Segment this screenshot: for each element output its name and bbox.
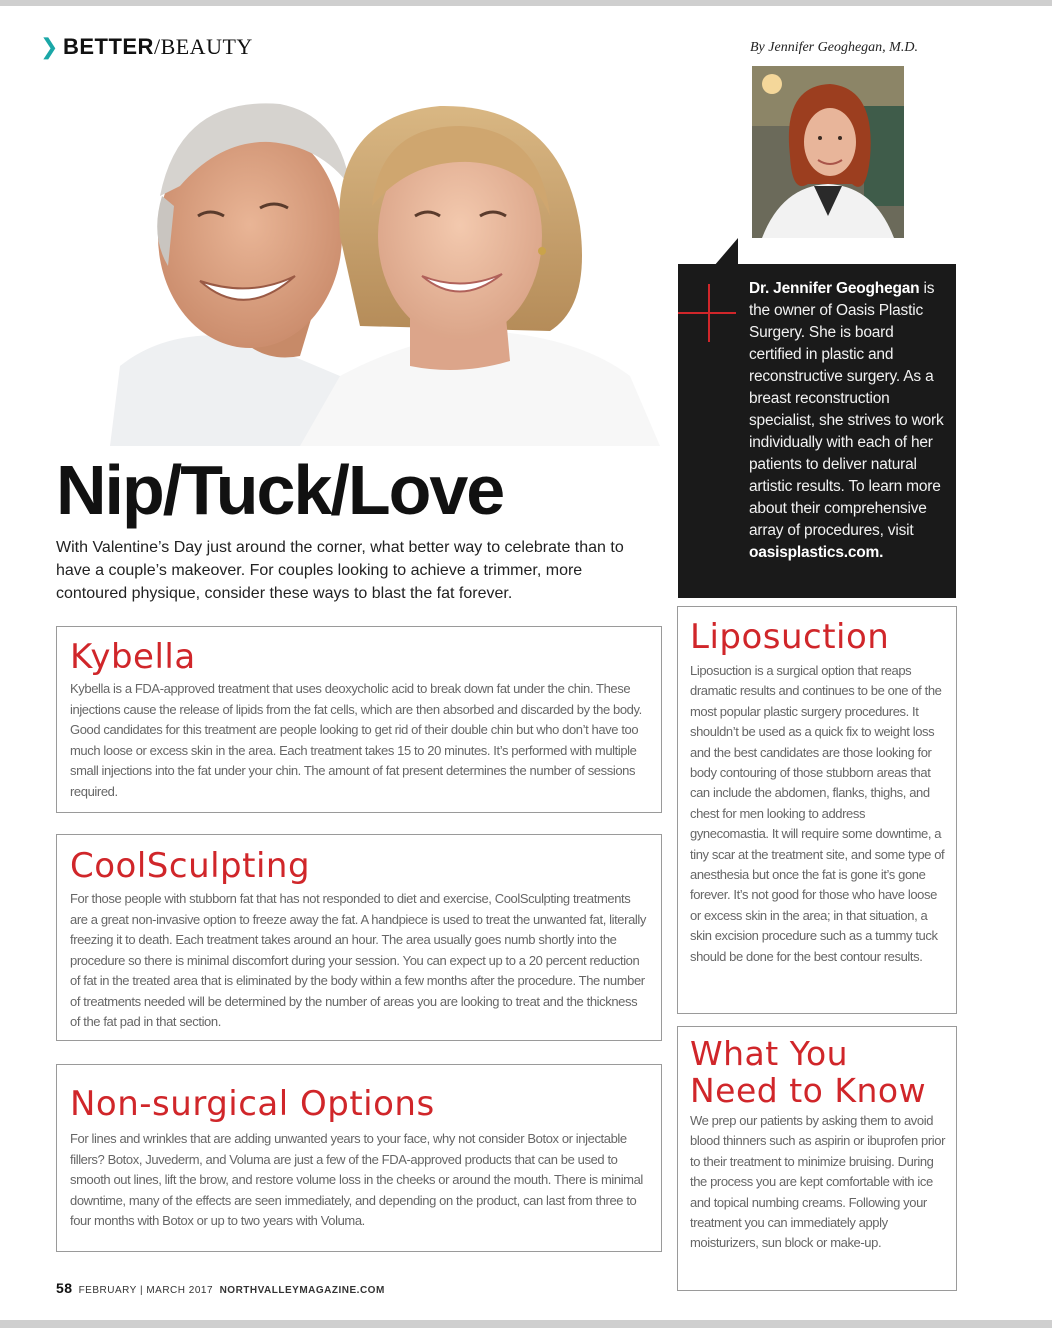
chevron-right-icon: ❯ bbox=[40, 35, 59, 60]
plus-cross-icon bbox=[678, 312, 736, 314]
section-label-better: BETTER bbox=[62, 34, 154, 59]
liposuction-title: Liposuction bbox=[690, 617, 890, 657]
kybella-section bbox=[56, 626, 662, 813]
know-title-line2: Need to Know bbox=[690, 1071, 927, 1110]
what-you-need-to-know-section bbox=[677, 1026, 957, 1291]
author-website-link[interactable]: oasisplastics.com bbox=[749, 544, 880, 561]
author-bio-period: . bbox=[879, 544, 884, 561]
magazine-page bbox=[0, 6, 1052, 1320]
article-intro: With Valentine’s Day just around the corner, what better way to celebrate than to have a couple’s makeover. For couples looking to achieve a trimmer, more contoured physique, consider these ways to blast the fat forever. bbox=[56, 539, 624, 602]
liposuction-body: Liposuction is a surgical option that reaps dramatic results and continues to be one of the most popular plastic surgery procedures. It shouldn’t be used as a quick fix to weight loss and the best candidates are those looking for body contouring of those stubborn areas that can include the abdomen, flanks, thighs, and chest for men looking to address gynecomastia. It will require some downtime, a tiny scar at the treatment site, and some type of anesthesia but once the fat is gone it’s gone forever. It’s not good for those who have loose or excess skin in the area; in that situation, a skin excision procedure such as a tummy tuck should be done for the best contour results. bbox=[690, 663, 945, 964]
section-label-separator: / bbox=[153, 34, 161, 59]
magazine-site: NORTHVALLEYMAGAZINE.COM bbox=[219, 1285, 385, 1296]
coolsculpting-body: For those people with stubborn fat that has not responded to diet and exercise, CoolSculpting treatments are a great non-invasive option to freeze away the fat. A handpiece is used to treat the unwanted fat, literally freezing it to death. Each treatment takes around an hour. The area usually goes numb shortly into the procedure so there is minimal discomfort during your session. You can expect up to a 20 percent reduction of fat in the treated area that is eliminated by the body within a few months after the procedure. The number of treatments needed will be determined by the number of areas you are looking to treat and the thickness of the fat pad in that section. bbox=[70, 891, 646, 1029]
know-title-line1: What You bbox=[690, 1034, 849, 1073]
section-label bbox=[40, 34, 253, 60]
author-portrait-photo bbox=[752, 66, 904, 238]
author-bio-text bbox=[749, 278, 949, 564]
article-headline: Nip/Tuck/Love bbox=[56, 451, 504, 529]
author-bio-box bbox=[678, 264, 956, 598]
nonsurgical-section bbox=[56, 1064, 662, 1252]
author-name: Dr. Jennifer Geoghegan bbox=[749, 280, 920, 297]
liposuction-section bbox=[677, 606, 957, 1014]
kybella-body: Kybella is a FDA-approved treatment that uses deoxycholic acid to break down fat under the chin. These injections cause the release of lipids from the fat cells, which are then absorbed and discarded by the body. Good candidates for this treatment are people looking to get rid of their double chin but who don’t have too much loose or excess skin in the area. Each treatment takes 15 to 20 minutes. It’s performed with multiple small injections into the fat under your chin. The amount of fat present determines the number of sessions required. bbox=[70, 681, 642, 799]
plus-cross-icon-vertical bbox=[708, 284, 710, 342]
page-number: 58 bbox=[56, 1280, 73, 1296]
hero-couple-photo bbox=[110, 76, 660, 446]
what-you-need-to-know-body: We prep our patients by asking them to avoid blood thinners such as aspirin or ibuprofen prior to their treatment to minimize bruising. During the process you are kept comfortable with ice and topical numbing creams. Following your treatment you can immediately apply moisturizers, sun block or make-up. bbox=[690, 1113, 945, 1251]
page-footer bbox=[56, 1280, 385, 1296]
section-label-beauty: BEAUTY bbox=[160, 34, 253, 59]
author-byline: By Jennifer Geoghegan, M.D. bbox=[750, 40, 918, 55]
nonsurgical-title: Non-surgical Options bbox=[70, 1084, 435, 1124]
coolsculpting-title: CoolSculpting bbox=[70, 846, 311, 886]
coolsculpting-section bbox=[56, 834, 662, 1041]
what-you-need-to-know-title bbox=[690, 1035, 946, 1109]
kybella-title: Kybella bbox=[70, 637, 196, 677]
issue-date: FEBRUARY | MARCH 2017 bbox=[78, 1285, 214, 1296]
author-bio-body: is the owner of Oasis Plastic Surgery. She is board certified in plastic and reconstructive surgery. As a breast reconstruction specialist, she strives to work individually with each of her patients to deliver natural artistic results. To learn more about their comprehensive array of procedures, visit bbox=[749, 280, 944, 539]
bio-callout-pointer bbox=[714, 238, 738, 266]
nonsurgical-body: For lines and wrinkles that are adding unwanted years to your face, why not consider Botox or injectable fillers? Botox, Juvederm, and Voluma are just a few of the FDA-approved products that can be used to smooth out lines, lift the brow, and restore volume loss in the cheeks or around the mouth. There is minimal downtime, many of the effects are seen immediately, and depending on the product, can last from three to four months with Botox or up to two years with Voluma. bbox=[70, 1131, 643, 1228]
